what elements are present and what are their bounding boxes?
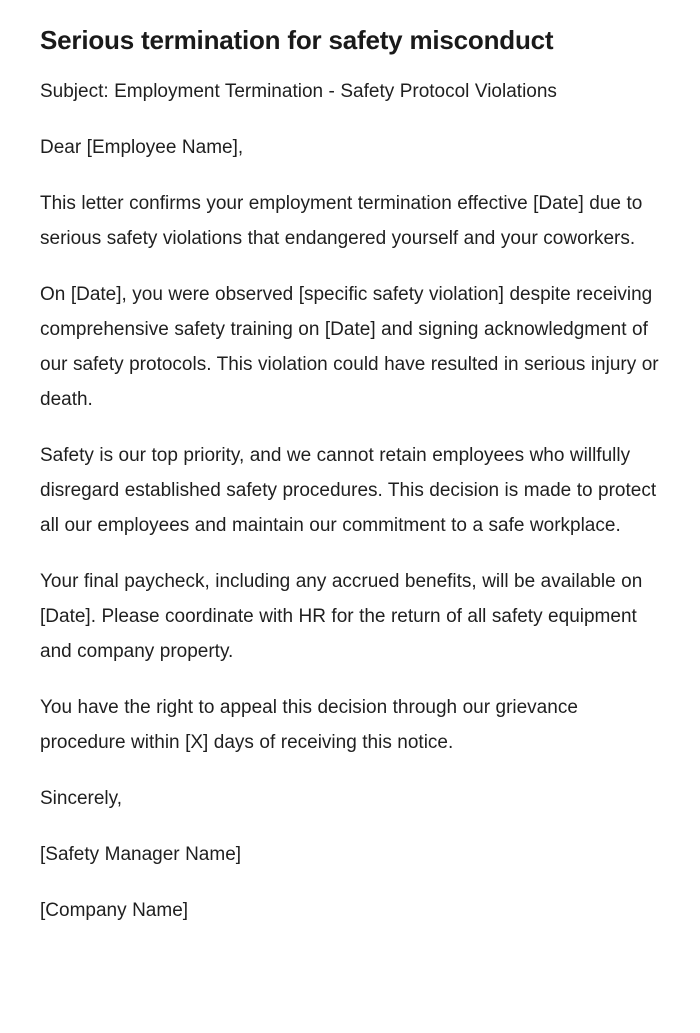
paragraph-safety-priority: Safety is our top priority, and we cannot retain employees who willfully disregard established safety procedures. This decision is made to protect all our employees and maintain our commitment to a safe workplace. [40, 445, 657, 536]
subject-line: Subject: Employment Termination - Safety Protocol Violations [40, 81, 557, 102]
paragraph-appeal-rights: You have the right to appeal this decision through our grievance procedure within [X] days of receiving this notice. [40, 697, 578, 753]
signature-company-name: [Company Name] [40, 900, 189, 921]
paragraph-termination-notice: This letter confirms your employment termination effective [Date] due to serious safety violations that endangered yourself and your coworkers. [40, 193, 643, 249]
signature-manager-name: [Safety Manager Name] [40, 844, 242, 865]
paragraph-violation-details: On [Date], you were observed [specific safety violation] despite receiving comprehensive safety training on [Date] and signing acknowledgment of our safety protocols. This violation could have resulted in serious injury or death. [40, 284, 659, 410]
page-title: Serious termination for safety misconduct [40, 25, 554, 55]
closing-sincerely: Sincerely, [40, 788, 123, 809]
salutation: Dear [Employee Name], [40, 137, 244, 158]
paragraph-final-paycheck: Your final paycheck, including any accrued benefits, will be available on [Date]. Please coordinate with HR for the return of all safety equipment and company property. [40, 571, 643, 662]
